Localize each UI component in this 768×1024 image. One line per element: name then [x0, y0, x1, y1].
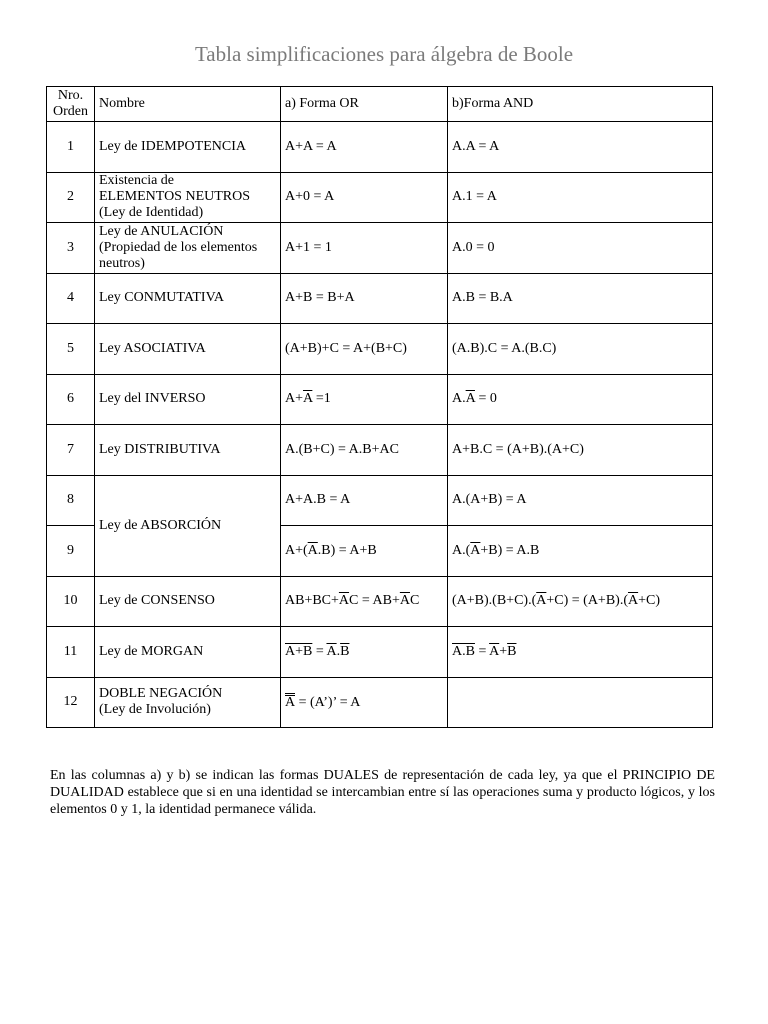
row-number: 10 — [47, 576, 95, 627]
row-number: 5 — [47, 324, 95, 375]
or-form: A = (A’)’ = A — [281, 677, 448, 728]
and-form: $A.\overline{A} = 0$ — [448, 374, 713, 425]
law-name: Ley ASOCIATIVA — [95, 324, 281, 375]
duality-note: En las columnas a) y b) se indican las formas DUALES de representación de cada ley, ya que el PRINCIPIO DE DUALIDAD establece que si en una identidad se intercambian entre sí las operaciones suma y producto lógicos, y los elementos 0 y 1, la identidad permanece válida. — [50, 768, 715, 817]
and-form: A.A = A — [448, 122, 713, 173]
table-row — [47, 576, 713, 627]
row-number: 8 — [47, 475, 95, 526]
and-form: A+B.C = (A+B).(A+C) — [448, 425, 713, 476]
table-row — [47, 677, 713, 728]
law-name: Ley de CONSENSO — [95, 576, 281, 627]
header-nombre: Nombre — [95, 87, 281, 122]
and-form: A.B = B.A — [448, 273, 713, 324]
table-row — [47, 324, 713, 375]
and-form: A.0 = 0 — [448, 223, 713, 274]
law-name: Ley CONMUTATIVA — [95, 273, 281, 324]
row-number: 9 — [47, 526, 95, 577]
table-row — [47, 172, 713, 223]
row-number: 11 — [47, 627, 95, 678]
boolean-laws-table — [46, 86, 713, 728]
law-name: Ley del INVERSO — [95, 374, 281, 425]
or-form: A+A = A — [281, 122, 448, 173]
law-name: DOBLE NEGACIÓN (Ley de Involución) — [95, 677, 281, 728]
and-form: (A.B).C = A.(B.C) — [448, 324, 713, 375]
law-name: Ley de ANULACIÓN (Propiedad de los elementos neutros) — [95, 223, 281, 274]
and-form: A.(A+B) = A — [448, 475, 713, 526]
row-number: 12 — [47, 677, 95, 728]
law-name: Ley DISTRIBUTIVA — [95, 425, 281, 476]
table-row — [47, 122, 713, 173]
or-form: A+1 = 1 — [281, 223, 448, 274]
table-row — [47, 223, 713, 274]
law-name: Ley de MORGAN — [95, 627, 281, 678]
or-form: $A+\overline{A} =1$ — [281, 374, 448, 425]
table-row — [47, 425, 713, 476]
row-number: 1 — [47, 122, 95, 173]
and-form: $A.B = \overline{A}+\overline{B}$ — [448, 627, 713, 678]
or-form: A+A.B = A — [281, 475, 448, 526]
or-form: $AB+BC+\overline{A}C = AB+\overline{A}C$ — [281, 576, 448, 627]
and-form: A.1 = A — [448, 172, 713, 223]
page-title: Tabla simplificaciones para álgebra de Boole — [194, 42, 574, 66]
header-forma-and: b)Forma AND — [448, 87, 713, 122]
table-row — [47, 273, 713, 324]
row-number: 6 — [47, 374, 95, 425]
table-row — [47, 475, 713, 526]
or-form: A+0 = A — [281, 172, 448, 223]
or-form: (A+B)+C = A+(B+C) — [281, 324, 448, 375]
or-form: A.(B+C) = A.B+AC — [281, 425, 448, 476]
table-row — [47, 627, 713, 678]
law-name: Ley de IDEMPOTENCIA — [95, 122, 281, 173]
table-header-row — [47, 87, 713, 122]
law-name: Ley de ABSORCIÓN — [95, 475, 281, 576]
law-name: Existencia de ELEMENTOS NEUTROS (Ley de Identidad) — [95, 172, 281, 223]
or-form: $A+B = \overline{A}.\overline{B}$ — [281, 627, 448, 678]
header-nro-orden: Nro. Orden — [47, 87, 95, 122]
and-form — [448, 677, 713, 728]
and-form: $(A+B).(B+C).(\overline{A}+C) = (A+B).(\overline{A}+C)$ — [448, 576, 713, 627]
row-number: 2 — [47, 172, 95, 223]
table-row — [47, 374, 713, 425]
row-number: 7 — [47, 425, 95, 476]
or-form: $A+(\overline{A}.B) = A+B$ — [281, 526, 448, 577]
and-form: $A.(\overline{A}+B) = A.B$ — [448, 526, 713, 577]
row-number: 4 — [47, 273, 95, 324]
row-number: 3 — [47, 223, 95, 274]
or-form: A+B = B+A — [281, 273, 448, 324]
header-forma-or: a) Forma OR — [281, 87, 448, 122]
